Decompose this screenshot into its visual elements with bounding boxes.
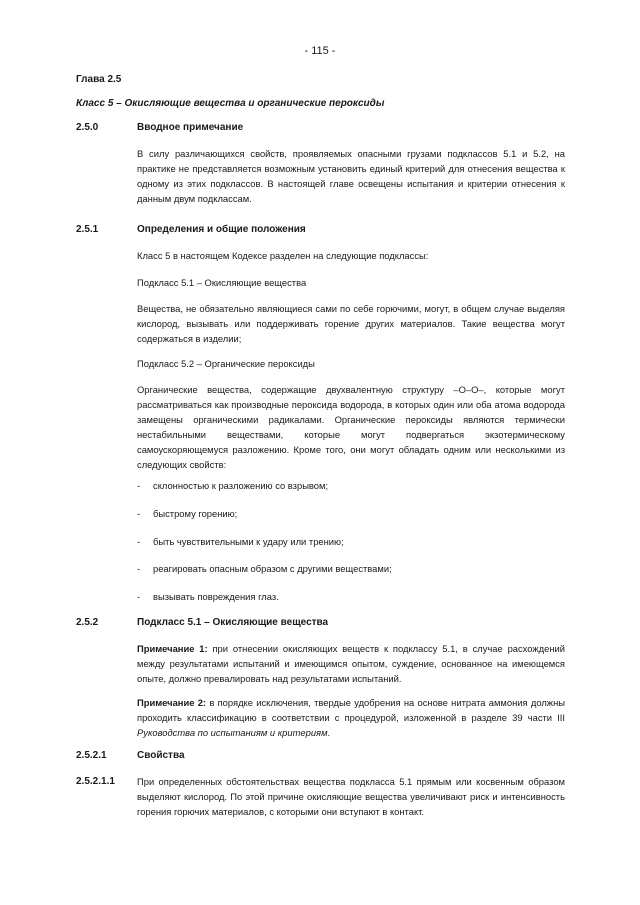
section-number-2-5-2-1-1: 2.5.2.1.1: [76, 776, 115, 787]
section-title-2-5-2: Подкласс 5.1 – Окисляющие вещества: [137, 617, 329, 628]
class-title: Класс 5 – Окисляющие вещества и органические пероксиды: [76, 98, 385, 109]
note-2-label: Примечание 2:: [137, 697, 207, 708]
division-5-2-label: Подкласс 5.2 – Органические пероксиды: [137, 358, 315, 369]
properties-paragraph: При определенных обстоятельствах вещества подкласса 5.1 прямым или косвенным образом выделяют кислород. По этой причине окисляющие вещества увеличивают риск и интенсивность горения горючих материалов, с которыми они вступают в контакт.: [137, 776, 565, 817]
note-1-paragraph: [137, 641, 565, 686]
page-number: - 115 -: [304, 45, 336, 57]
intro-paragraph: В силу различающихся свойств, проявляемых опасными грузами подклассов 5.1 и 5.2, на практике не представляется возможным установить единый критерий для отнесения вещества к одному из этих подклассов. В настоящей главе освещены испытания и критерии отнесения к данным двум подклассам.: [137, 148, 565, 204]
manual-reference: Руководства по испытаниям и критериям: [137, 727, 328, 738]
bullet-item: вызывать повреждения глаз.: [153, 591, 279, 602]
bullet-dash: -: [137, 591, 141, 602]
chapter-heading: Глава 2.5: [76, 74, 122, 85]
note-2-paragraph: [137, 695, 565, 740]
note-2-end: .: [327, 727, 331, 738]
division-5-1-definition: Вещества, не обязательно являющиеся сами по себе горючими, могут, в общем случае выделяя кислород, вызывать или поддерживать горение других материалов. Такие вещества могут содержаться в изделии;: [137, 303, 565, 344]
section-title-2-5-0: Вводное примечание: [137, 122, 244, 133]
bullet-item: быстрому горению;: [153, 508, 238, 519]
note-1-label: Примечание 1:: [137, 643, 208, 654]
section-number-2-5-2: 2.5.2: [76, 617, 99, 628]
bullet-dash: -: [137, 536, 141, 547]
bullet-item: быть чувствительными к удару или трению;: [153, 536, 344, 547]
section-number-2-5-1: 2.5.1: [76, 224, 99, 235]
bullet-dash: -: [137, 563, 141, 574]
section-title-2-5-1: Определения и общие положения: [137, 224, 306, 235]
class-division-paragraph: Класс 5 в настоящем Кодексе разделен на следующие подклассы:: [137, 250, 429, 261]
bullet-dash: -: [137, 480, 141, 491]
note-1-text: при отнесении окисляющих веществ к подклассу 5.1, в случае расхождений между результатами испытаний и имеющимся опытом, суждение, основанное на имеющемся опыте, должно превалировать над результатами испытаний.: [137, 643, 565, 684]
division-5-2-definition: Органические вещества, содержащие двухвалентную структуру –O–O–, которые могут рассматриваться как производные пероксида водорода, в которых один или оба атома водорода замещены органическими радикалами. Органические пероксиды являются термически нестабильными веществами, которые могут подвергаться экзотермическому самоускоряющемуся разложению. Кроме того, они могут обладать одним или несколькими из следующих свойств:: [137, 384, 565, 470]
section-number-2-5-2-1: 2.5.2.1: [76, 750, 107, 761]
section-number-2-5-0: 2.5.0: [76, 122, 99, 133]
section-title-2-5-2-1: Свойства: [137, 750, 185, 761]
bullet-item: реагировать опасным образом с другими веществами;: [153, 563, 392, 574]
note-2-text: в порядке исключения, твердые удобрения на основе нитрата аммония должны проходить классификацию в соответствии с процедурой, изложенной в разделе 39 части III: [137, 697, 565, 723]
bullet-dash: -: [137, 508, 141, 519]
division-5-1-label: Подкласс 5.1 – Окисляющие вещества: [137, 277, 307, 288]
bullet-item: склонностью к разложению со взрывом;: [153, 480, 329, 491]
